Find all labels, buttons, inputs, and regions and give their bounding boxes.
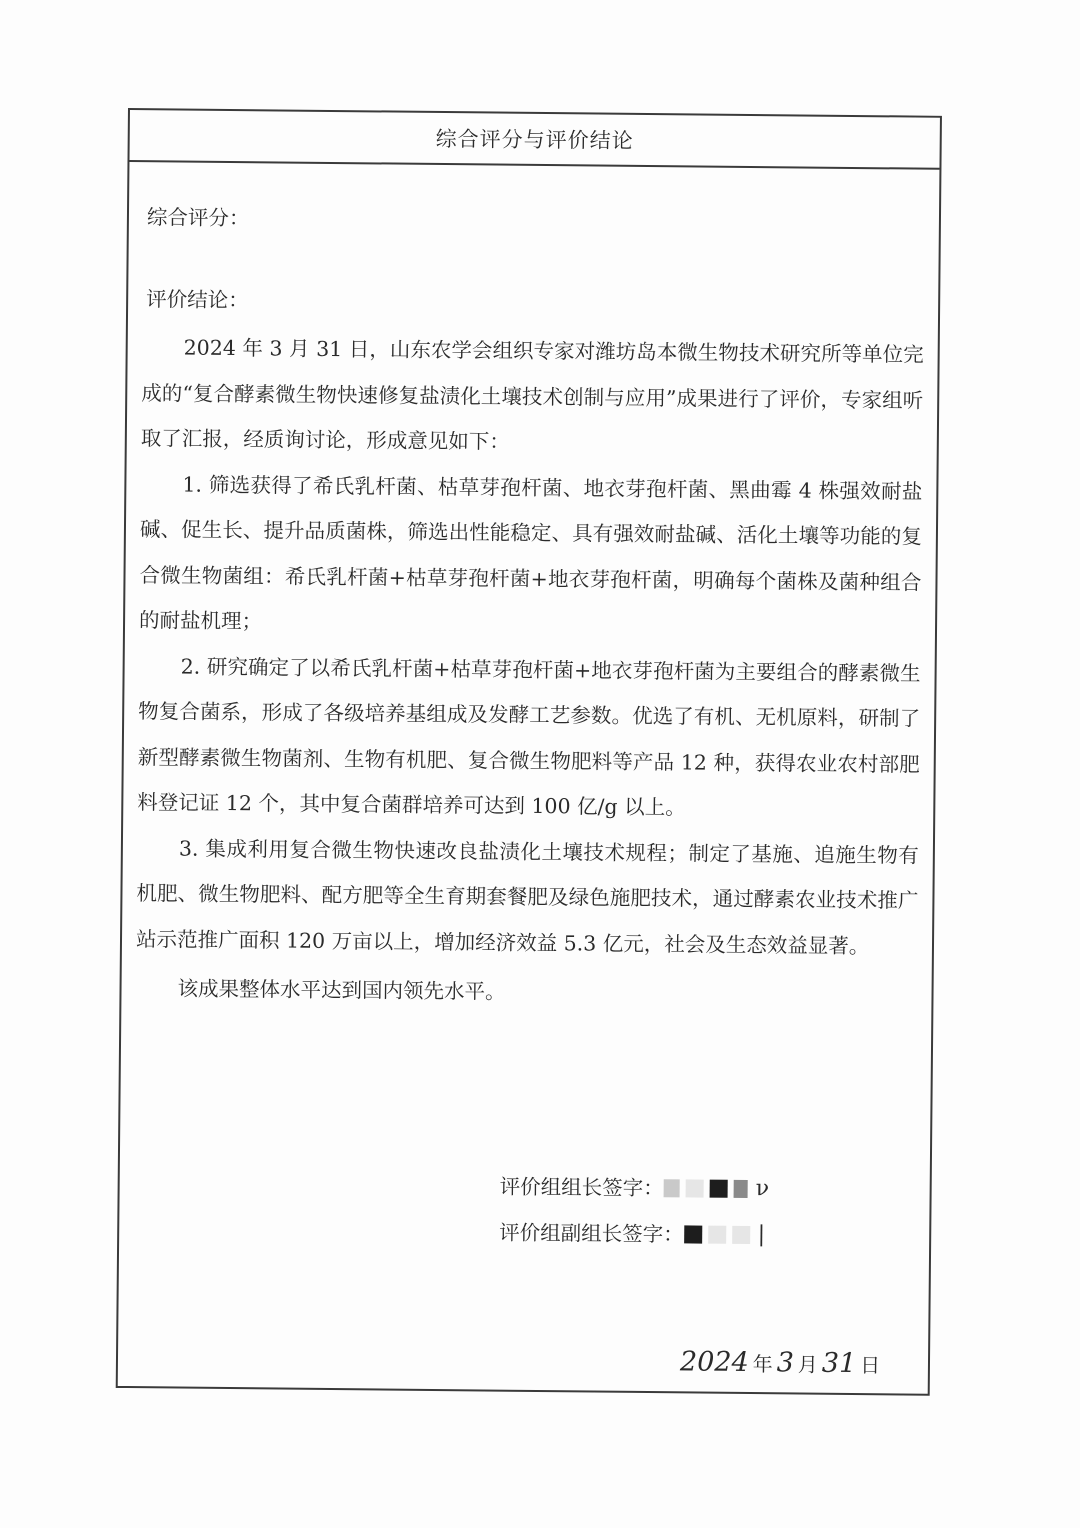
date-day: 31 <box>821 1347 857 1380</box>
finding-paragraph-2: 2. 研究确定了以希氏乳杆菌+枯草芽孢杆菌+地衣芽孢杆菌为主要组合的酵素微生物复合菌系，形成了各级培养基组成及发酵工艺参数。优选了有机、无机原料，研制了新型酵素微生物菌剂、生物有机肥、复合微生物肥料等产品 12 种，获得农业农村部肥料登记证 12 个，其中复合菌群培养可达到 100 亿/g 以上。 <box>137 654 921 820</box>
signing-date <box>680 1339 881 1388</box>
intro-paragraph: 2024 年 3 月 31 日，山东农学会组织专家对潍坊岛本微生物技术研究所等单位完成的“复合酵素微生物快速修复盐渍化土壤技术创制与应用”成果进行了评价，专家组听取了汇报，经质询讨论，形成意见如下： <box>140 335 924 454</box>
summary-paragraph: 该成果整体水平达到国内领先水平。 <box>177 976 506 1004</box>
redacted-signature <box>664 1179 680 1197</box>
redacted-signature <box>684 1225 702 1243</box>
date-year: 2024 <box>679 1346 749 1379</box>
form-title: 综合评分与评价结论 <box>435 126 634 153</box>
score-label: 综合评分： <box>146 205 250 231</box>
signature-stroke: | <box>757 1222 766 1248</box>
date-day-unit: 日 <box>860 1353 881 1378</box>
date-year-unit: 年 <box>752 1352 773 1377</box>
redacted-signature <box>686 1179 704 1197</box>
date-month: 3 <box>776 1347 795 1379</box>
redacted-signature <box>732 1226 750 1244</box>
finding-paragraph-1: 1. 筛选获得了希氏乳杆菌、枯草芽孢杆菌、地衣芽孢杆菌、黑曲霉 4 株强效耐盐碱、促生长、提升品质菌株，筛选出性能稳定、具有强效耐盐碱、活化土壤等功能的复合微生物菌组：希氏乳杆菌+枯草芽孢杆菌+地衣芽孢杆菌，明确每个菌株及菌种组合的耐盐机理； <box>138 472 923 634</box>
deputy-signature-label: 评价组副组长签字： <box>499 1220 684 1247</box>
form-body <box>132 160 926 1393</box>
signature-stroke: ν <box>755 1176 770 1202</box>
redacted-signature <box>710 1180 728 1198</box>
signature-block <box>499 1164 769 1259</box>
date-month-unit: 月 <box>797 1352 818 1377</box>
redacted-signature <box>734 1180 748 1198</box>
leader-signature-line <box>499 1164 769 1213</box>
conclusion-text <box>135 325 924 1019</box>
conclusion-label: 评价结论： <box>146 287 249 313</box>
redacted-signature <box>708 1226 726 1244</box>
leader-signature-label: 评价组组长签字： <box>499 1174 664 1201</box>
evaluation-form <box>116 108 942 1396</box>
deputy-signature-line <box>499 1210 769 1259</box>
finding-paragraph-3: 3. 集成利用复合微生物快速改良盐渍化土壤技术规程；制定了基施、追施生物有机肥、微生物肥料、配方肥等全生育期套餐肥及绿色施肥技术，通过酵素农业技术推广站示范推广面积 120 万亩以上，增加经济效益 5.3 亿元，社会及生态效益显著。 <box>135 836 919 958</box>
